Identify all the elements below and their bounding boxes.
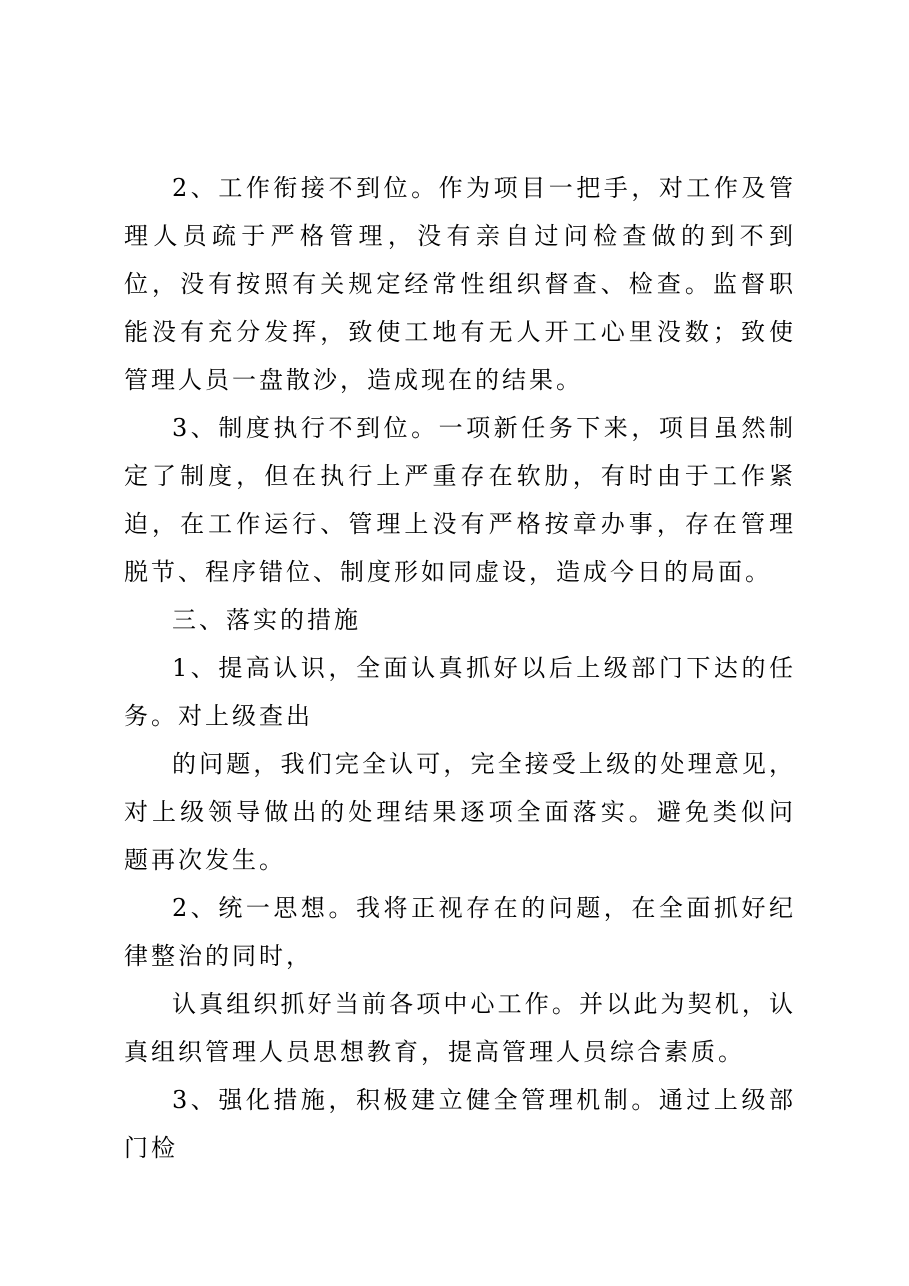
- paragraph-measure-2-start: 2、统一思想。我将正视存在的问题，在全面抓好纪律整治的同时，: [124, 894, 796, 970]
- paragraph-work-link: 2、工作衔接不到位。作为项目一把手，对工作及管理人员疏于严格管理，没有亲自过问检查做的到不到位，没有按照有关规定经常性组织督查、检查。监督职能没有充分发挥，致使工地有无人开工心里没数；致使管理人员一盘散沙，造成现在的结果。: [124, 174, 796, 394]
- paragraph-measure-1-start: 1、提高认识，全面认真抓好以后上级部门下达的任务。对上级查出: [124, 654, 796, 730]
- paragraph-measure-1-continued: 的问题，我们完全认可，完全接受上级的处理意见，对上级领导做出的处理结果逐项全面落实。避免类似问题再次发生。: [124, 750, 796, 874]
- section-heading-measures: 三、落实的措施: [172, 606, 361, 634]
- document-body: [124, 164, 796, 1172]
- paragraph-measure-2-continued: 认真组织抓好当前各项中心工作。并以此为契机，认真组织管理人员思想教育，提高管理人员综合素质。: [124, 990, 796, 1066]
- paragraph-measure-3: 3、强化措施，积极建立健全管理机制。通过上级部门检: [124, 1086, 796, 1162]
- paragraph-system-execution: 3、制度执行不到位。一项新任务下来，项目虽然制定了制度，但在执行上严重存在软肋，有时由于工作紧迫，在工作运行、管理上没有严格按章办事，存在管理脱节、程序错位、制度形如同虚设，造成今日的局面。: [124, 414, 796, 586]
